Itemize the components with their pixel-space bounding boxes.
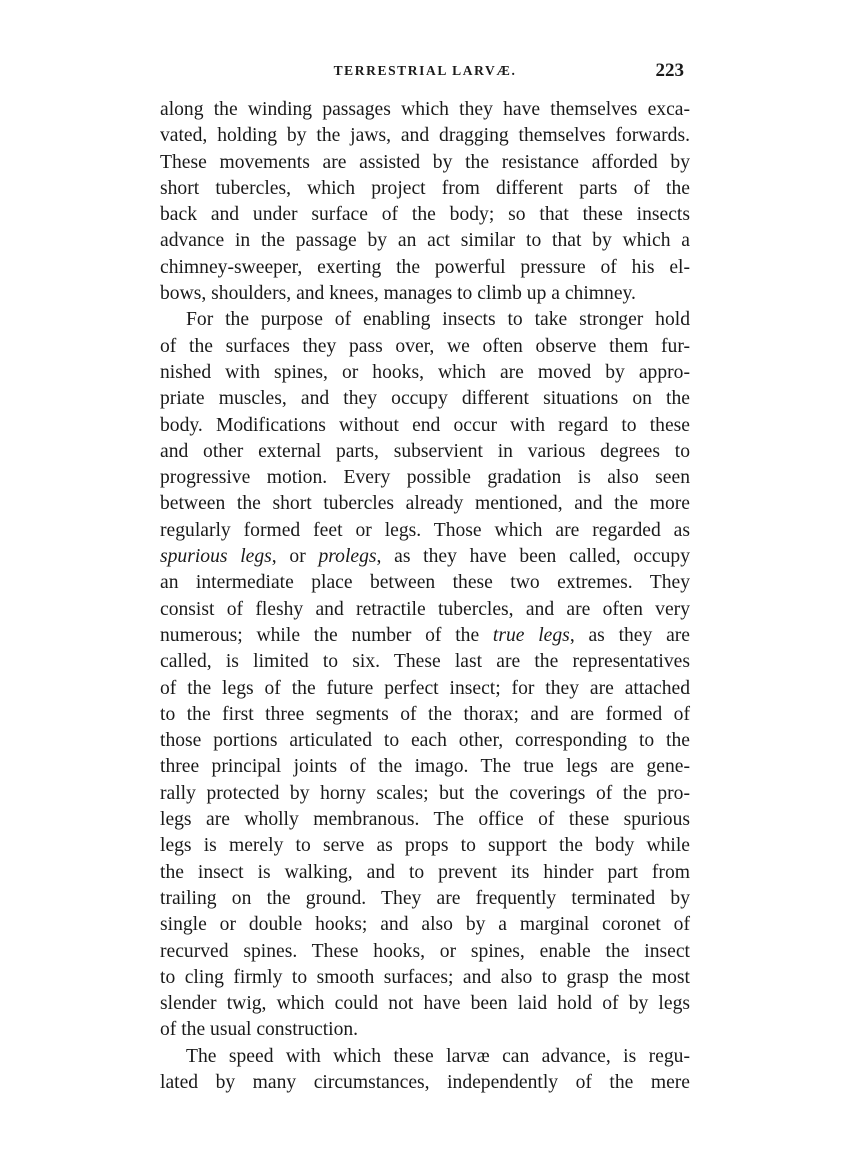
text-line: recurved spines. These hooks, or spines, enable the insect	[160, 940, 690, 962]
text-line: legs are wholly membranous. The office of these spurious	[160, 809, 690, 831]
text-line: of the usual construction.	[160, 1019, 359, 1041]
text-line: single or double hooks; and also by a marginal coronet of	[160, 914, 690, 936]
text-line: to cling firmly to smooth surfaces; and also to grasp the most	[160, 966, 690, 988]
text-line: legs is merely to serve as props to support the body while	[160, 835, 690, 857]
text-line: of the surfaces they pass over, we often observe them fur-	[160, 335, 690, 357]
text-run: , or	[271, 546, 319, 568]
text-line: called, is limited to six. These last are the representatives	[160, 651, 690, 673]
text-line	[160, 544, 690, 570]
text-line: three principal joints of the imago. The true legs are gene-	[160, 756, 690, 778]
text-line: nished with spines, or hooks, which are moved by appro-	[160, 361, 690, 383]
running-head	[160, 60, 690, 84]
text-line: between the short tubercles already mentioned, and the more	[160, 493, 690, 515]
body-text	[160, 97, 690, 1096]
text-line: and other external parts, subservient in various degrees to	[160, 440, 690, 462]
text-line: rally protected by horny scales; but the coverings of the pro-	[160, 782, 690, 804]
text-run: , as they have been called, occupy	[376, 546, 690, 568]
text-line: short tubercles, which project from different parts of the	[160, 177, 690, 199]
text-line: back and under surface of the body; so that these insects	[160, 204, 690, 226]
text-line: progressive motion. Every possible gradation is also seen	[160, 467, 690, 489]
text-line: The speed with which these larvæ can advance, is regu-	[186, 1045, 690, 1067]
text-line: an intermediate place between these two extremes. They	[160, 572, 690, 594]
text-line: bows, shoulders, and knees, manages to climb up a chimney.	[160, 283, 636, 305]
text-line: to the first three segments of the thorax; and are formed of	[160, 703, 690, 725]
text-line: consist of fleshy and retractile tubercles, and are often very	[160, 598, 690, 620]
italic-term: prolegs	[318, 546, 377, 568]
text-line	[160, 623, 690, 649]
running-title: TERRESTRIAL LARVÆ.	[333, 63, 517, 78]
text-run: numerous; while the number of the	[160, 624, 493, 646]
text-line: trailing on the ground. They are frequently terminated by	[160, 887, 690, 909]
italic-term: true legs	[492, 624, 570, 646]
text-line: vated, holding by the jaws, and dragging themselves forwards.	[160, 125, 690, 147]
text-line: slender twig, which could not have been laid hold of by legs	[160, 993, 690, 1015]
text-line: body. Modifications without end occur with regard to these	[160, 414, 690, 436]
text-line: These movements are assisted by the resistance afforded by	[160, 151, 690, 173]
text-line: chimney-sweeper, exerting the powerful pressure of his el-	[160, 256, 690, 278]
text-line: along the winding passages which they have themselves exca-	[160, 99, 690, 120]
italic-term: spurious legs	[160, 546, 272, 568]
text-line: advance in the passage by an act similar to that by which a	[160, 230, 690, 252]
text-run: , as they are	[569, 624, 690, 646]
text-line: of the legs of the future perfect insect; for they are attached	[160, 677, 690, 699]
text-line: the insect is walking, and to prevent its hinder part from	[160, 861, 690, 883]
text-line: priate muscles, and they occupy different situations on the	[160, 388, 690, 410]
page-number: 223	[655, 60, 684, 81]
text-line: regularly formed feet or legs. Those which are regarded as	[160, 519, 690, 541]
text-line: For the purpose of enabling insects to take stronger hold	[186, 309, 690, 331]
text-line: those portions articulated to each other, corresponding to the	[160, 730, 690, 752]
text-line: lated by many circumstances, independently of the mere	[160, 1071, 690, 1093]
